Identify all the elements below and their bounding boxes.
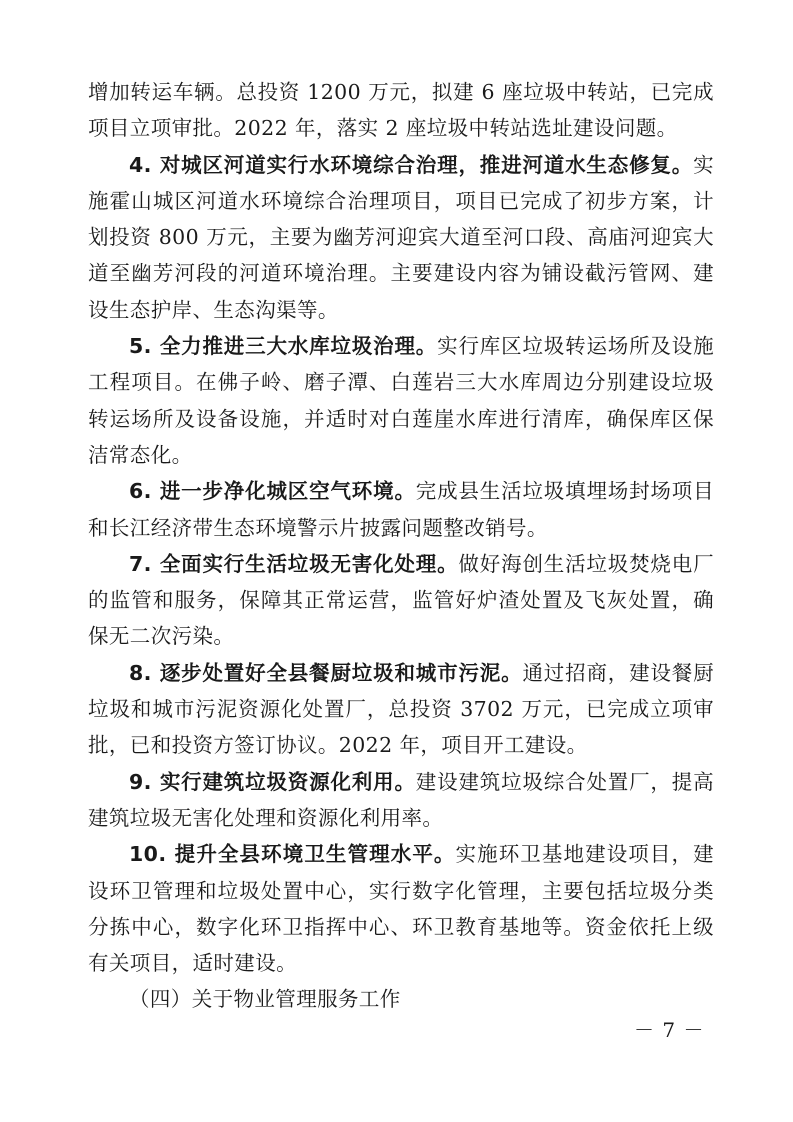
paragraph-text: 实行库区垃圾转运场所及设施工程项目。在佛子岭、磨子潭、白莲岩三大水库周边分别建设垃圾转运场所及设备设施，并适时对白莲崖水库进行清库，确保库区保洁常态化。 [88,334,714,467]
paragraph-text: 实施霍山城区河道水环境综合治理项目，项目已完成了初步方案，计划投资 800 万元，主要为幽芳河迎宾大道至河口段、高庙河迎宾大道至幽芳河段的河道环境治理。主要建设内容为铺设截污管网、建设生态护岸、生态沟渠等。 [88,152,714,322]
paragraph-item-4 [88,147,714,328]
paragraph-text: 做好海创生活垃圾焚烧电厂的监管和服务，保障其正常运营，监管好炉渣处置及飞灰处置，确保无二次污染。 [88,551,714,649]
paragraph-continuation [88,74,714,147]
page-number: － 7 － [634,1018,705,1042]
document-body [88,74,714,1018]
paragraph-heading: 6. 进一步净化城区空气环境。 [129,479,416,504]
paragraph-text: 增加转运车辆。总投资 1200 万元，拟建 6 座垃圾中转站，已完成项目立项审批。2022 年，落实 2 座垃圾中转站选址建设问题。 [88,80,714,141]
paragraph-item-9 [88,764,714,837]
paragraph-heading: 5. 全力推进三大水库垃圾治理。 [129,334,438,359]
paragraph-text: 完成县生活垃圾填埋场封场项目和长江经济带生态环境警示片披露问题整改销号。 [88,479,714,540]
paragraph-heading: 7. 全面实行生活垃圾无害化处理。 [129,551,459,576]
paragraph-item-5 [88,328,714,473]
paragraph-heading: 9. 实行建筑垃圾资源化利用。 [129,769,416,794]
paragraph-heading: 10. 提升全县环境卫生管理水平。 [129,842,456,867]
paragraph-heading: 8. 逐步处置好全县餐厨垃圾和城市污泥。 [129,660,523,685]
paragraph-item-6 [88,473,714,546]
paragraph-text: 通过招商，建设餐厨垃圾和城市污泥资源化处置厂，总投资 3702 万元，已完成立项审批，已和投资方签订协议。2022 年，项目开工建设。 [88,660,714,758]
paragraph-item-7 [88,546,714,655]
paragraph-text: 建设建筑垃圾综合处置厂，提高建筑垃圾无害化处理和资源化利用率。 [88,769,714,830]
paragraph-heading: 4. 对城区河道实行水环境综合治理，推进河道水生态修复。 [129,152,694,177]
paragraph-item-8 [88,655,714,764]
paragraph-text: 实施环卫基地建设项目，建设环卫管理和垃圾处置中心，实行数字化管理，主要包括垃圾分类分拣中心，数字化环卫指挥中心、环卫教育基地等。资金依托上级有关项目，适时建设。 [88,842,714,976]
paragraph-item-10 [88,836,714,981]
section-heading: （四）关于物业管理服务工作 [129,987,401,1012]
